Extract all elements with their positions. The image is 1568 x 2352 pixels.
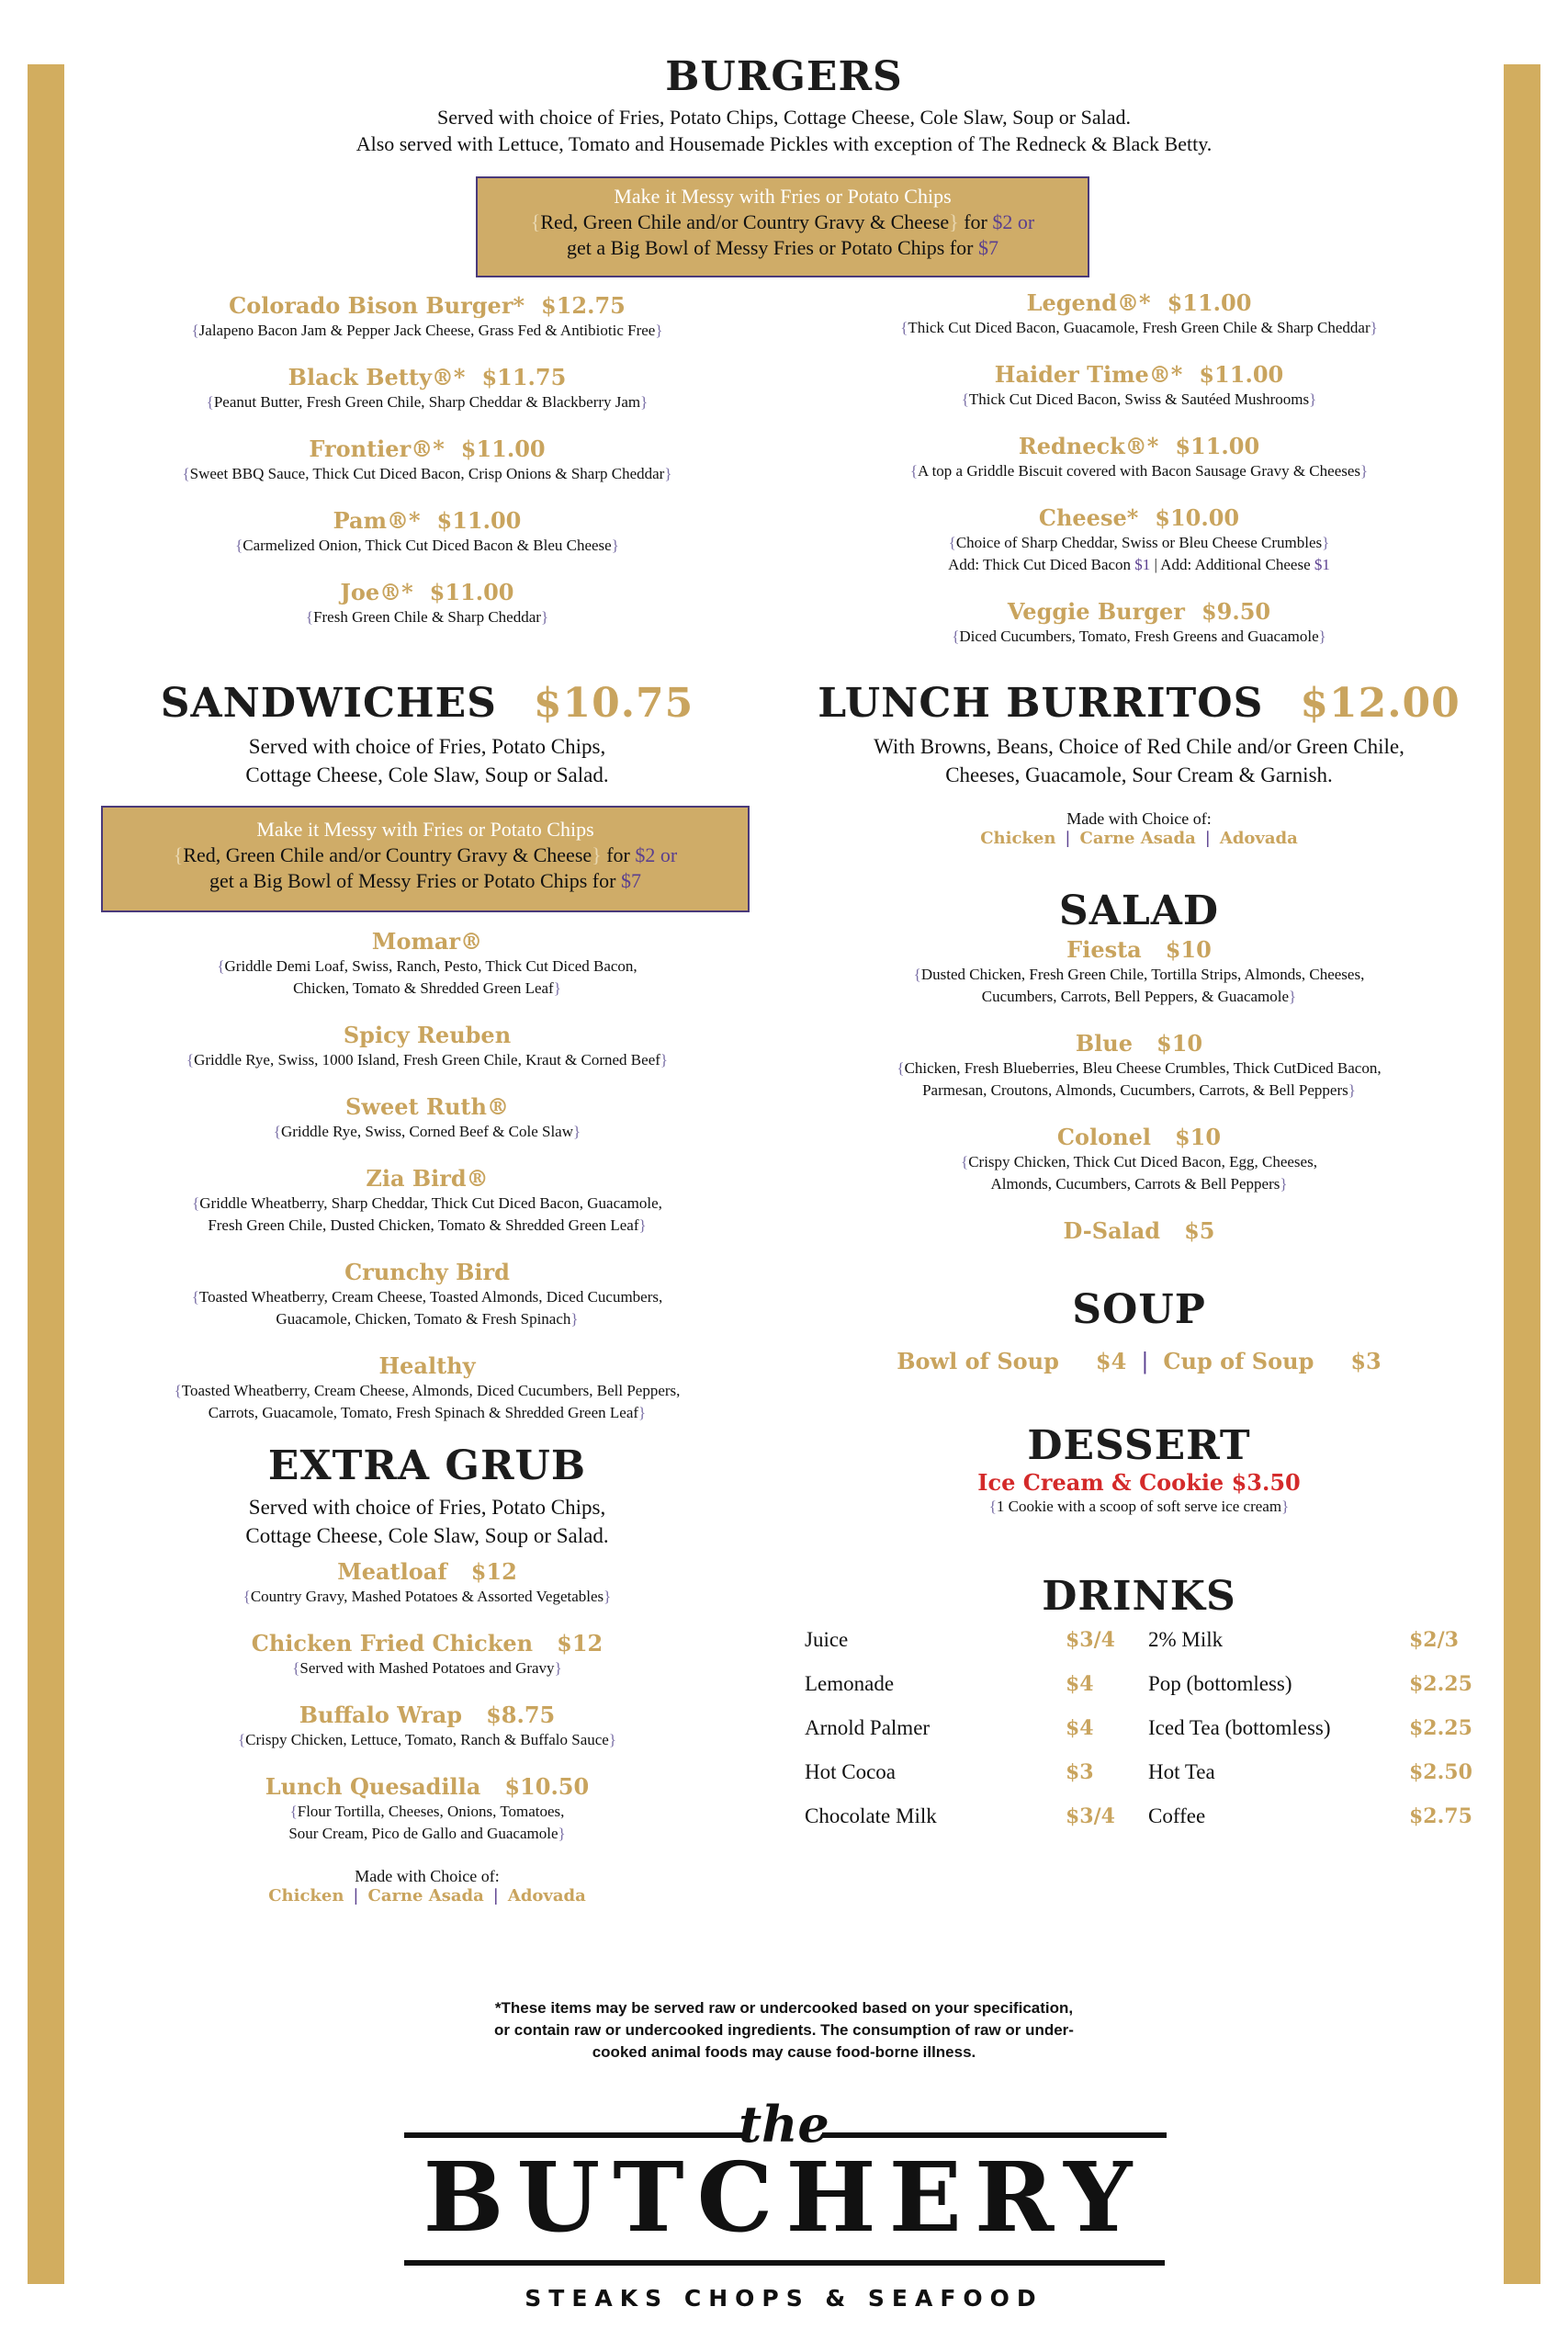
item-desc: {Toasted Wheatberry, Cream Cheese, Toasted Almonds, Diced Cucumbers,: [191, 1288, 663, 1306]
item-price: $11.00: [1199, 361, 1284, 388]
drink-price: $2.25: [1409, 1672, 1472, 1696]
item-desc-text: Crispy Chicken, Lettuce, Tomato, Ranch & Buffalo Sauce: [245, 1731, 609, 1748]
messy-box-sandwiches: [101, 806, 750, 912]
add-text-2: Add: Additional Cheese: [1160, 556, 1311, 573]
item-name: Chicken Fried Chicken: [251, 1630, 534, 1657]
item-price: $5: [1184, 1217, 1215, 1244]
item-name: Fiesta: [1066, 936, 1142, 963]
extra-grub-intro-2: Cottage Cheese, Cole Slaw, Soup or Salad.: [245, 1524, 609, 1547]
item-desc: {Carmelized Onion, Thick Cut Diced Bacon & Bleu Cheese}: [235, 537, 619, 554]
drinks-title: DRINKS: [1042, 1573, 1236, 1620]
sandwiches-title: SANDWICHES: [160, 680, 497, 727]
messy-line-2-text: Red, Green Chile and/or Country Gravy & Cheese: [183, 843, 592, 866]
item-name: D-Salad: [1063, 1217, 1161, 1244]
item-name: Zia Bird®: [366, 1165, 489, 1192]
item-desc: {Griddle Rye, Swiss, Corned Beef & Cole Slaw}: [273, 1123, 581, 1140]
burritos-intro-2: Cheeses, Guacamole, Sour Cream & Garnish.: [945, 763, 1333, 786]
disclaimer-line-3: cooked animal foods may cause food-borne illness.: [592, 2043, 976, 2061]
item-desc-text-2: Parmesan, Croutons, Almonds, Cucumbers, Carrots, & Bell Peppers: [922, 1081, 1348, 1099]
drink-name: Juice: [805, 1628, 849, 1651]
item-name: Redneck®*: [1018, 433, 1159, 459]
item-name-row: [78, 292, 776, 320]
cup-price: $3: [1350, 1348, 1382, 1374]
burgers-title: BURGERS: [665, 53, 903, 100]
disclaimer-line-1: *These items may be served raw or undercooked based on your specification,: [494, 1999, 1074, 2017]
item-desc-text: Toasted Wheatberry, Cream Cheese, Toasted Almonds, Diced Cucumbers,: [198, 1288, 663, 1306]
menu-item: [78, 1702, 776, 1751]
item-name-row: [78, 435, 776, 463]
item-name: Black Betty®*: [288, 364, 466, 390]
item-name: Crunchy Bird: [344, 1259, 510, 1285]
item-desc: {Served with Mashed Potatoes and Gravy}: [292, 1659, 562, 1677]
add-sep: |: [1154, 556, 1157, 573]
item-desc: {Thick Cut Diced Bacon, Swiss & Sautéed Mushrooms}: [961, 390, 1317, 408]
item-price: $11.00: [1175, 433, 1260, 459]
left-gold-border: [28, 64, 64, 2284]
drink-name: Coffee: [1148, 1804, 1206, 1827]
item-desc: {Toasted Wheatberry, Cream Cheese, Almonds, Diced Cucumbers, Bell Peppers,: [174, 1382, 681, 1399]
item-name: Haider Time®*: [994, 361, 1183, 388]
drink-row: [1148, 1760, 1479, 1804]
item-desc: {Flour Tortilla, Cheeses, Onions, Tomatoes,: [289, 1803, 565, 1820]
burgers-right-column: [790, 289, 1488, 670]
choice-adovada: Adovada: [1219, 829, 1298, 848]
item-desc-text: Carmelized Onion, Thick Cut Diced Bacon & Bleu Cheese: [243, 537, 612, 554]
item-price: $10: [1156, 1030, 1203, 1057]
item-desc: {Griddle Wheatberry, Sharp Cheddar, Thick Cut Diced Bacon, Guacamole,: [192, 1194, 662, 1212]
messy-line-3-price: $7: [620, 869, 641, 892]
item-price: $11.00: [429, 579, 514, 605]
drink-row: [1148, 1628, 1479, 1672]
menu-item: [78, 1352, 776, 1424]
item-price: $11.00: [436, 507, 522, 534]
item-desc-text: Country Gravy, Mashed Potatoes & Assorted Vegetables: [250, 1588, 604, 1605]
item-desc-text: Choice of Sharp Cheddar, Swiss or Bleu Cheese Crumbles: [955, 534, 1323, 551]
messy-line-1: Make it Messy with Fries or Potato Chips: [614, 185, 952, 208]
menu-item: [78, 1630, 776, 1679]
item-desc: {Diced Cucumbers, Tomato, Fresh Greens and Guacamole}: [952, 628, 1326, 645]
drink-name: Lemonade: [805, 1672, 895, 1695]
bowl-of-soup: Bowl of Soup: [897, 1348, 1059, 1374]
item-price: $11.75: [481, 364, 567, 390]
disclaimer-line-2: or contain raw or undercooked ingredients. The consumption of raw or under-: [494, 2021, 1074, 2039]
item-name: Cheese*: [1038, 504, 1139, 531]
drink-name: Hot Cocoa: [805, 1760, 897, 1783]
menu-item: [78, 435, 776, 485]
item-desc-text: Griddle Demi Loaf, Swiss, Ranch, Pesto, Thick Cut Diced Bacon,: [224, 957, 637, 975]
item-desc: {Chicken, Fresh Blueberries, Bleu Cheese Crumbles, Thick CutDiced Bacon,: [897, 1059, 1382, 1077]
item-desc-text-2: Sour Cream, Pico de Gallo and Guacamole: [288, 1825, 558, 1842]
drink-name: Hot Tea: [1148, 1760, 1215, 1783]
item-desc: Sour Cream, Pico de Gallo and Guacamole}: [288, 1825, 566, 1842]
item-desc-text: Served with Mashed Potatoes and Gravy: [299, 1659, 555, 1677]
item-price: $12: [470, 1558, 517, 1585]
messy-line-3: [107, 868, 744, 894]
logo-the: the: [739, 2095, 829, 2154]
item-desc: {Griddle Demi Loaf, Swiss, Ranch, Pesto, Thick Cut Diced Bacon,: [217, 957, 637, 975]
burritos-choices: Chicken | Carne Asada | Adovada: [980, 829, 1298, 848]
burgers-intro-1: Served with choice of Fries, Potato Chips, Cottage Cheese, Cole Slaw, Soup or Salad.: [436, 106, 1132, 129]
sandwiches-section: [78, 680, 776, 789]
messy-line-2-price: $2 or: [635, 843, 678, 866]
item-price: $12: [557, 1630, 604, 1657]
item-price: $10: [1165, 936, 1212, 963]
menu-item: [790, 1217, 1488, 1245]
item-desc: Chicken, Tomato & Shredded Green Leaf}: [293, 979, 561, 997]
disclaimer: [0, 1997, 1568, 2064]
messy-line-2: {Red, Green Chile and/or Country Gravy & Cheese} for $2 or: [530, 210, 1035, 233]
right-gold-border: [1504, 64, 1540, 2284]
dessert-desc: {1 Cookie with a scoop of soft serve ice cream}: [988, 1498, 1290, 1515]
sandwiches-heading: [78, 680, 776, 727]
add-price: $1: [1134, 556, 1151, 573]
menu-item: [790, 504, 1488, 576]
item-name-row: [790, 504, 1488, 532]
dessert-item: [790, 1469, 1488, 1496]
soup-sep: |: [1141, 1349, 1149, 1374]
item-name: Legend®*: [1026, 289, 1151, 316]
item-name-row: [78, 1773, 776, 1801]
menu-item: [78, 1022, 776, 1071]
item-desc-text: A top a Griddle Biscuit covered with Bacon Sausage Gravy & Cheeses: [917, 462, 1361, 480]
item-price: $11.00: [1167, 289, 1252, 316]
item-name-row: [78, 1702, 776, 1729]
logo-wordmark: BUTCHERY: [423, 2141, 1145, 2254]
item-desc: {Peanut Butter, Fresh Green Chile, Sharp Cheddar & Blackberry Jam}: [206, 393, 649, 411]
item-name: Buffalo Wrap: [299, 1702, 463, 1728]
dessert-section: [790, 1422, 1488, 1518]
choice-carne-asada: Carne Asada: [367, 1886, 484, 1905]
item-name: Healthy: [378, 1352, 476, 1379]
extra-grub-list: [78, 1558, 776, 1905]
item-name: Momar®: [371, 928, 483, 955]
drink-price: $2/3: [1409, 1628, 1459, 1652]
bowl-price: $4: [1095, 1348, 1127, 1374]
extra-grub-title: EXTRA GRUB: [267, 1442, 587, 1489]
sandwiches-price: $10.75: [533, 680, 694, 727]
messy-line-2-for: for: [964, 210, 987, 233]
item-name: Joe®*: [340, 579, 413, 605]
item-desc: {Griddle Rye, Swiss, 1000 Island, Fresh Green Chile, Kraut & Corned Beef}: [186, 1051, 669, 1069]
drink-name: Arnold Palmer: [805, 1716, 931, 1739]
drink-row: [805, 1628, 1126, 1672]
drink-price: $3/4: [1066, 1804, 1115, 1828]
drink-price: $2.25: [1409, 1716, 1472, 1740]
soup-section: [790, 1286, 1488, 1375]
messy-line-3: [481, 235, 1084, 261]
item-name: Blue: [1075, 1030, 1133, 1057]
item-desc-text: Crispy Chicken, Thick Cut Diced Bacon, Egg, Cheeses,: [968, 1153, 1317, 1170]
item-name: Spicy Reuben: [343, 1022, 512, 1048]
drink-row: [805, 1672, 1126, 1716]
menu-item: [790, 433, 1488, 482]
item-desc: {Country Gravy, Mashed Potatoes & Assorted Vegetables}: [243, 1588, 612, 1605]
drink-price: $4: [1066, 1716, 1094, 1740]
drink-name: Iced Tea (bottomless): [1148, 1716, 1331, 1739]
item-desc-text-2: Chicken, Tomato & Shredded Green Leaf: [293, 979, 554, 997]
item-desc: {A top a Griddle Biscuit covered with Bacon Sausage Gravy & Cheeses}: [909, 462, 1369, 480]
item-desc: Almonds, Cucumbers, Carrots & Bell Peppers}: [990, 1175, 1288, 1193]
burritos-intro-1: With Browns, Beans, Choice of Red Chile and/or Green Chile,: [874, 735, 1404, 758]
extra-grub-choices: Chicken | Carne Asada | Adovada: [268, 1886, 586, 1905]
item-name-row: [790, 361, 1488, 389]
extra-grub-intro-1: Served with choice of Fries, Potato Chips,: [248, 1496, 606, 1519]
dessert-name: Ice Cream & Cookie: [977, 1469, 1224, 1496]
drink-price: $2.75: [1409, 1804, 1472, 1828]
item-desc: Guacamole, Chicken, Tomato & Fresh Spinach}: [276, 1310, 579, 1328]
salad-section: [790, 888, 1488, 1267]
drink-name: Pop (bottomless): [1148, 1672, 1292, 1695]
menu-item: [790, 1030, 1488, 1102]
burritos-title: LUNCH BURRITOS: [818, 680, 1264, 727]
item-name-row: [790, 598, 1488, 626]
item-desc-text: Peanut Butter, Fresh Green Chile, Sharp Cheddar & Blackberry Jam: [213, 393, 641, 411]
drink-name: Chocolate Milk: [805, 1804, 937, 1827]
menu-item: [790, 289, 1488, 339]
item-desc: Parmesan, Croutons, Almonds, Cucumbers, Carrots, & Bell Peppers}: [922, 1081, 1356, 1099]
menu-item: [790, 361, 1488, 411]
drink-price: $4: [1066, 1672, 1094, 1696]
item-desc: Cucumbers, Carrots, Bell Peppers, & Guacamole}: [981, 988, 1297, 1005]
menu-item: [78, 1093, 776, 1143]
menu-item: [78, 1558, 776, 1608]
item-name: Meatloaf: [337, 1558, 447, 1585]
item-name: Frontier®*: [309, 435, 445, 462]
drink-price: $3: [1066, 1760, 1094, 1784]
menu-item: [78, 1259, 776, 1330]
menu-item: [790, 598, 1488, 648]
item-name-row: [78, 579, 776, 606]
item-desc: {Dusted Chicken, Fresh Green Chile, Tortilla Strips, Almonds, Cheeses,: [913, 966, 1365, 983]
item-name-row: [78, 507, 776, 535]
salad-title: SALAD: [1058, 888, 1220, 934]
item-name-row: [790, 433, 1488, 460]
menu-item: [78, 364, 776, 413]
item-desc-text: Toasted Wheatberry, Cream Cheese, Almonds, Diced Cucumbers, Bell Peppers,: [181, 1382, 681, 1399]
item-name-row: [790, 289, 1488, 317]
extra-grub-section: [78, 1442, 776, 1550]
item-desc-text: Flour Tortilla, Cheeses, Onions, Tomatoes,: [297, 1803, 565, 1820]
item-name-row: [78, 1630, 776, 1657]
item-price: $9.50: [1201, 598, 1271, 625]
item-desc-text: Diced Cucumbers, Tomato, Fresh Greens and Guacamole: [959, 628, 1319, 645]
item-name-row: [78, 1558, 776, 1586]
drink-row: [805, 1716, 1126, 1760]
dessert-desc-text: 1 Cookie with a scoop of soft serve ice cream: [996, 1498, 1282, 1515]
item-price: $10.00: [1155, 504, 1240, 531]
item-desc: {Crispy Chicken, Thick Cut Diced Bacon, Egg, Cheeses,: [961, 1153, 1317, 1170]
drink-price: $3/4: [1066, 1628, 1115, 1652]
messy-line-1: Make it Messy with Fries or Potato Chips: [256, 818, 594, 841]
item-name: Colorado Bison Burger*: [229, 292, 525, 319]
burgers-section: [0, 53, 1568, 157]
drinks-right-column: [1148, 1628, 1479, 1849]
item-desc-text: Dusted Chicken, Fresh Green Chile, Tortilla Strips, Almonds, Cheeses,: [920, 966, 1365, 983]
soup-title: SOUP: [1072, 1286, 1206, 1333]
burgers-intro-2: Also served with Lettuce, Tomato and Housemade Pickles with exception of The Redneck & Black Betty.: [355, 132, 1213, 155]
drink-name: 2% Milk: [1148, 1628, 1224, 1651]
item-name: Colonel: [1056, 1124, 1151, 1150]
menu-item: [78, 928, 776, 1000]
logo-rule-bottom: [404, 2260, 1165, 2266]
extra-grub-choice-label: Made with Choice of:: [355, 1867, 500, 1885]
item-desc-text: Sweet BBQ Sauce, Thick Cut Diced Bacon, Crisp Onions & Sharp Cheddar: [189, 465, 665, 482]
drink-row: [1148, 1716, 1479, 1760]
menu-item: [790, 1124, 1488, 1195]
messy-line-3-text: get a Big Bowl of Messy Fries or Potato Chips for: [209, 869, 616, 892]
item-desc: {Choice of Sharp Cheddar, Swiss or Bleu Cheese Crumbles}: [948, 534, 1330, 551]
menu-item: [78, 1165, 776, 1237]
item-price: $12.75: [541, 292, 626, 319]
item-desc: {Thick Cut Diced Bacon, Guacamole, Fresh Green Chile & Sharp Cheddar}: [900, 319, 1378, 336]
drink-price: $2.50: [1409, 1760, 1472, 1784]
item-desc-text: Fresh Green Chile & Sharp Cheddar: [313, 608, 541, 626]
burritos-price: $12.00: [1300, 680, 1461, 727]
sandwiches-list: [78, 928, 776, 1446]
item-desc-text: Griddle Rye, Swiss, 1000 Island, Fresh Green Chile, Kraut & Corned Beef: [194, 1051, 660, 1069]
menu-item: [78, 292, 776, 342]
drinks-left-column: [805, 1628, 1126, 1849]
item-desc-text-2: Almonds, Cucumbers, Carrots & Bell Peppers: [990, 1175, 1280, 1193]
item-desc: Carrots, Guacamole, Tomato, Fresh Spinach & Shredded Green Leaf}: [208, 1404, 647, 1421]
menu-item: [78, 579, 776, 628]
messy-line-2-text: Red, Green Chile and/or Country Gravy & Cheese: [540, 210, 950, 233]
item-price: $10.50: [504, 1773, 590, 1800]
add-price-2: $1: [1314, 556, 1330, 573]
messy-box-burgers: [476, 176, 1089, 277]
item-desc-text-2: Guacamole, Chicken, Tomato & Fresh Spinach: [276, 1310, 571, 1328]
item-desc: Fresh Green Chile, Dusted Chicken, Tomato & Shredded Green Leaf}: [208, 1216, 647, 1234]
menu-item: [78, 1773, 776, 1845]
burritos-choice-label: Made with Choice of:: [1066, 809, 1212, 828]
item-desc-text-2: Cucumbers, Carrots, Bell Peppers, & Guacamole: [981, 988, 1290, 1005]
item-desc: {Jalapeno Bacon Jam & Pepper Jack Cheese, Grass Fed & Antibiotic Free}: [191, 322, 663, 339]
item-desc-text-2: Carrots, Guacamole, Tomato, Fresh Spinach & Shredded Green Leaf: [208, 1404, 639, 1421]
burritos-heading: [790, 680, 1488, 727]
item-price: $11.00: [460, 435, 546, 462]
item-desc: {Crispy Chicken, Lettuce, Tomato, Ranch & Buffalo Sauce}: [237, 1731, 617, 1748]
messy-line-2-price: $2 or: [992, 210, 1035, 233]
item-name-row: [78, 364, 776, 391]
messy-line-2: {Red, Green Chile and/or Country Gravy & Cheese} for $2 or: [173, 843, 678, 866]
item-name-row: [790, 1217, 1488, 1245]
item-add-line: [790, 554, 1488, 576]
item-desc: {Sweet BBQ Sauce, Thick Cut Diced Bacon, Crisp Onions & Sharp Cheddar}: [182, 465, 672, 482]
drink-row: [805, 1804, 1126, 1849]
choice-adovada: Adovada: [507, 1886, 586, 1905]
drink-row: [1148, 1804, 1479, 1849]
item-desc-text: Griddle Wheatberry, Sharp Cheddar, Thick Cut Diced Bacon, Guacamole,: [199, 1194, 662, 1212]
dessert-title: DESSERT: [1027, 1422, 1251, 1469]
dessert-price: $3.50: [1231, 1469, 1301, 1496]
item-name: Sweet Ruth®: [345, 1093, 509, 1120]
item-name: Lunch Quesadilla: [265, 1773, 481, 1800]
item-name-row: [790, 936, 1488, 964]
item-desc-text: Thick Cut Diced Bacon, Guacamole, Fresh Green Chile & Sharp Cheddar: [908, 319, 1371, 336]
item-name: Veggie Burger: [1007, 598, 1185, 625]
choice-chicken: Chicken: [268, 1886, 344, 1905]
burritos-section: [790, 680, 1488, 848]
item-name: Pam®*: [333, 507, 421, 534]
drink-row: [805, 1760, 1126, 1804]
item-price: $10: [1174, 1124, 1222, 1150]
choice-chicken: Chicken: [980, 829, 1056, 848]
soup-row: [790, 1348, 1488, 1375]
item-name-row: [790, 1124, 1488, 1151]
drinks-section: [790, 1573, 1488, 1620]
item-price: $8.75: [486, 1702, 556, 1728]
item-desc-text: Jalapeno Bacon Jam & Pepper Jack Cheese, Grass Fed & Antibiotic Free: [198, 322, 656, 339]
menu-item: [790, 936, 1488, 1008]
messy-line-2-for: for: [606, 843, 630, 866]
item-name-row: [790, 1030, 1488, 1057]
burgers-left-column: [78, 292, 776, 650]
item-desc: {Fresh Green Chile & Sharp Cheddar}: [305, 608, 549, 626]
logo-tagline: STEAKS CHOPS & SEAFOOD: [525, 2285, 1043, 2312]
add-text: Add: Thick Cut Diced Bacon: [948, 556, 1132, 573]
item-desc-text: Chicken, Fresh Blueberries, Bleu Cheese Crumbles, Thick CutDiced Bacon,: [904, 1059, 1382, 1077]
drink-row: [1148, 1672, 1479, 1716]
sandwiches-intro-2: Cottage Cheese, Cole Slaw, Soup or Salad.: [245, 763, 609, 786]
item-desc-text: Thick Cut Diced Bacon, Swiss & Sautéed Mushrooms: [968, 390, 1310, 408]
item-desc-text-2: Fresh Green Chile, Dusted Chicken, Tomato & Shredded Green Leaf: [208, 1216, 639, 1234]
item-desc-text: Griddle Rye, Swiss, Corned Beef & Cole Slaw: [280, 1123, 574, 1140]
messy-line-3-price: $7: [977, 236, 998, 259]
messy-line-3-text: get a Big Bowl of Messy Fries or Potato Chips for: [567, 236, 974, 259]
menu-item: [78, 507, 776, 557]
sandwiches-intro-1: Served with choice of Fries, Potato Chips,: [248, 735, 606, 758]
choice-carne-asada: Carne Asada: [1079, 829, 1196, 848]
cup-of-soup: Cup of Soup: [1163, 1348, 1314, 1374]
